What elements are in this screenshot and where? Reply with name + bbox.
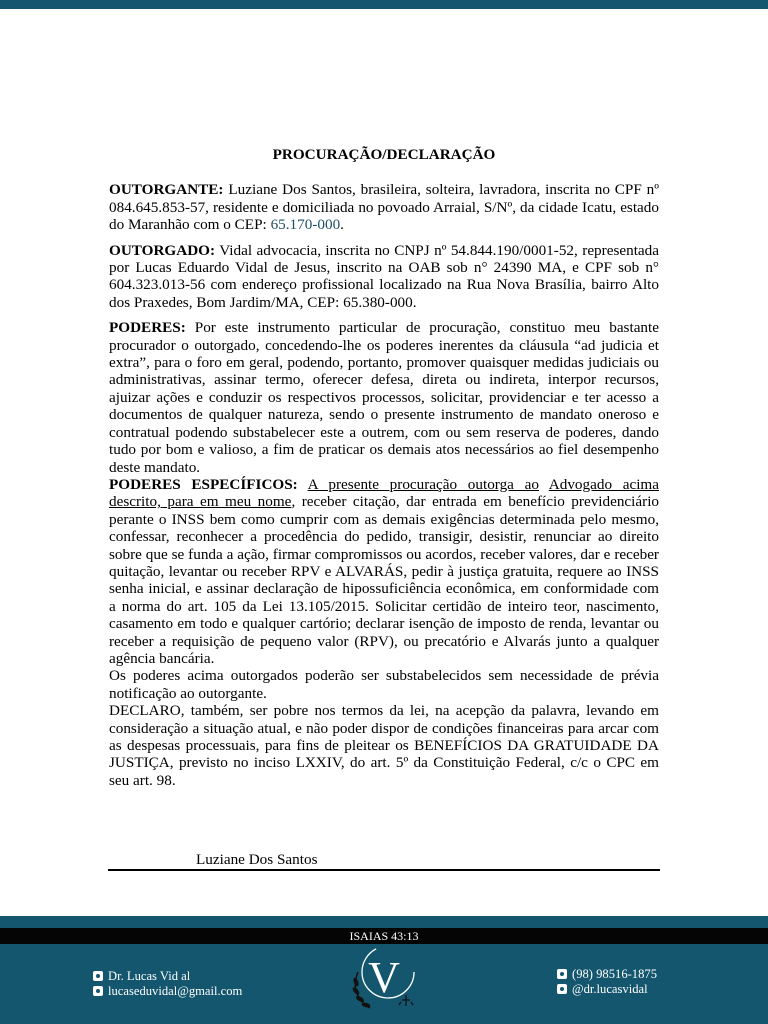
laurel-leaf-1 [352,977,359,987]
outorgante-cep: 65.170-000 [270,216,341,234]
poderes-especificos-text: , receber citação, dar entrada em benefício previdenciário perante o INSS bem como cumprir com as demais exigências determinada pelo mesmo, confessar, reconhecer a procedência do pedido, transigir, desistir, renunciar ao direito sobre que se funda a ação, firmar compromissos ou acordos, receber valores, dar e receber quitação, levantar ou receber RPV e ALVARÁS, pedir à justiça gratuita, requere ao INSS senha inicial, e assinar declaração de hipossuficiência econômica, em conformidade com a norma do art. 105 da Lei 13.105/2015. Solicitar certidão de inteiro teor, nascimento, casamento em todo e qualquer cartório; declarar isenção de imposto de renda, levantar ou receber a requisição de pequeno valor (RPV), ou precatório e Alvarás junto a qualquer agência bancária. [109,493,660,667]
poderes-especificos-paragraph [109,476,659,667]
outorgado-label: OUTORGADO: [109,241,216,259]
poderes-especificos-underlined-2: Advogado acima descrito, para em meu nome [109,475,659,511]
signature-name: Luziane Dos Santos [196,851,318,868]
footer-instagram-line [557,982,648,996]
brand-logo [346,942,422,1018]
logo-letter: V [368,953,400,1002]
outorgado-text: Vidal advocacia, inscrita no CNPJ nº 54.844.190/0001-52, representada por Lucas Eduardo Vidal de Jesus, inscrito na OAB sob n° 24390 MA, e CPF sob n° 604.323.013-56 com endereço profissional localizado na Rua Nova Brasília, bairro Alto dos Praxedes, Bom Jardim/MA, CEP: 65.380-000. [109,241,659,311]
footer-phone-line [557,967,657,981]
footer-instagram: @dr.lucasvidal [572,982,648,996]
instagram-icon [557,984,567,994]
footer-email: lucaseduvidal@gmail.com [108,984,243,998]
poderes-label: PODERES: [109,319,186,337]
outorgado-paragraph [109,242,659,312]
footer-verse: ISAIAS 43:13 [349,929,419,943]
poderes-text: Por este instrumento particular de procuração, constituo meu bastante procurador o outorgado, concedendo-lhe os poderes inerentes da cláusula “ad judicia et extra”, para o foro em geral, podendo, portanto, promover quaisquer medidas judiciais ou administrativas, assinar termo, oferecer defesa, direta ou indireta, interpor recursos, ajuizar ações e conduzir os respectivos processos, solicitar, providenciar e ter acesso a documentos de qualquer natureza, sendo o presente instrumento de mandato oneroso e contratual podendo substabelecer este a outrem, com ou sem reserva de poderes, dando tudo por bom e valioso, a fim de praticar os demais atos necessários ao fiel desempenho deste mandato. [109,319,659,476]
outorgante-label: OUTORGANTE: [109,181,224,199]
scales-of-justice-icon [399,995,413,1006]
footer-lawyer-name: Dr. Lucas Vid al [108,969,191,983]
document-title: PROCURAÇÃO/DECLARAÇÃO [272,146,496,163]
poderes-paragraph [109,319,659,476]
user-icon [93,971,103,981]
outorgante-paragraph [109,181,659,233]
top-bar [0,0,768,9]
footer-email-line [93,984,242,998]
signature-line [108,869,660,871]
outorgante-text: Luziane Dos Santos, brasileira, solteira, lavradora, inscrita no CPF nº 084.645.853-57, residente e domiciliada no povoado Arraial, S/Nº, da cidade Icatu, estado do Maranhão com o CEP: [109,181,659,234]
substabelecimento-paragraph: Os poderes acima outorgados poderão ser substabelecidos sem necessidade de prévia notificação ao outorgante. [109,667,659,702]
footer [0,916,768,1024]
poderes-especificos-space-2 [539,476,549,493]
mail-icon [93,986,103,996]
document-body [109,146,659,789]
outorgante-end: . [340,216,344,234]
declaracao-paragraph: DECLARO, também, ser pobre nos termos da lei, na acepção da palavra, levando em consideração a situação atual, e não poder dispor de condições financeiras para arcar com as despesas processuais, para fins de pleitear os BENEFÍCIOS DA GRATUIDADE DA JUSTIÇA, previsto no inciso LXXIV, do art. 5º da Constituição Federal, c/c o CPC em seu art. 98. [109,702,659,789]
poderes-especificos-label: PODERES ESPECÍFICOS: [109,475,298,493]
poderes-especificos-space [298,476,308,493]
poderes-especificos-underlined-1: A presente procuração outorga ao [307,475,539,493]
laurel-leaf-3 [355,995,365,1003]
whatsapp-icon [557,969,567,979]
footer-lawyer-line [93,969,190,983]
footer-phone: (98) 98516-1875 [572,967,657,981]
